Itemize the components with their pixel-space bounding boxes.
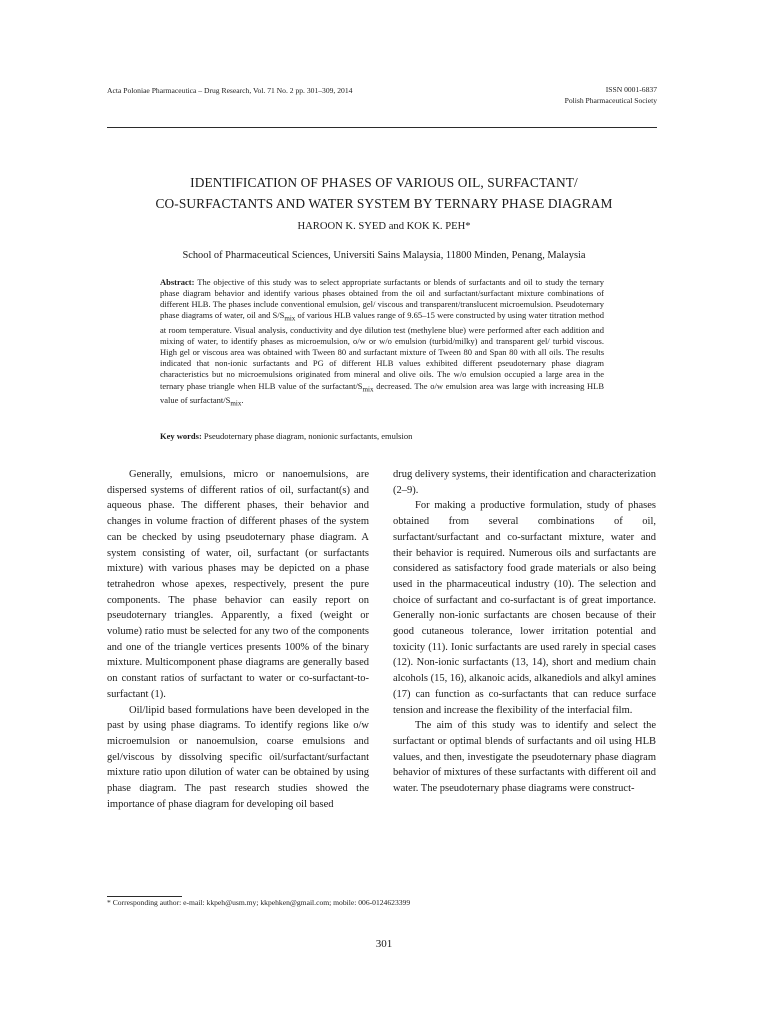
header-rule — [107, 127, 657, 128]
abstract-subscript-1: mix — [284, 314, 296, 323]
body-paragraph: The aim of this study was to identify and select the surfactant or optimal blends of surfactants and oil using HLB values, and then, investigate the pseudoternary phase diagram behavior of mixtures of these surfactants with different oil and water. The pseudoternary phase diagrams were construct- — [393, 720, 656, 795]
body-column-left — [107, 467, 369, 812]
body-column-right — [393, 467, 656, 797]
abstract-label: Abstract: — [160, 277, 195, 287]
affiliation: School of Pharmaceutical Sciences, Universiti Sains Malaysia, 11800 Minden, Penang, Malaysia — [182, 250, 586, 261]
footnote-rule — [107, 896, 182, 897]
author-list — [90, 220, 678, 234]
abstract-subscript-2: mix — [362, 385, 374, 394]
body-paragraph: Generally, emulsions, micro or nanoemulsions, are dispersed systems of different ratios of oil, surfactant(s) and aqueous phase. The different phases, their behavior and changes in volume fraction of different phases of the system can be checked by using pseudoternary phase diagram. A system consisting of water, oil, surfactant (or surfactants mixture) with various phases may be depicted on a phase tetrahedron whose apexes, respectively, present the pure components. The phase behavior can easily report on pseudoternary triangles. Apparently, a fixed (weight or volume) ratio must be selected for any two of the components and one of the triangle vertices presents 100% of the binary mixture. Multicomponent phase diagrams are generally based on constant ratios of surfactant to water or co-surfactant-to-surfactant (1). — [107, 469, 369, 700]
author-1: HAROON K. SYED — [297, 221, 387, 232]
body-paragraph: For making a productive formulation, study of phases obtained from several combinations of oil, surfactant/surfactant and co-surfactant mixture, water and their behavior is required. Numerous oils and surfactants are considered as satisfactory food grade materials or also being used in the pharmaceutical industry (10). The selection and choice of surfactant and co-surfactant is of great importance. Generally non-ionic surfactants are chosen because of their good cutaneous tolerance, lower irritation potential and toxicity (11). Ionic surfactants are used rarely in special cases (12). Non-ionic surfactants (13, 14), short and medium chain alcohols (15, 16), alkanoic acids, alkanediols and alkyl amines (17) can function as co-surfactants that can reduce surface tension and increase the flexibility of the interfacial film. — [393, 500, 656, 716]
abstract-text-1: The objective of this study was to select appropriate surfactants or blends of surfactants and oil to study the ternary phase diagram behavior and identify various phases obtained from the oil and surfactant/surfactant mixture combinations of different HLB. The phases include conventional emulsion, gel/ viscous and transparent/translucent microemulsion. Pseudoternary phase diagrams of water, oil and S/S — [160, 277, 604, 321]
body-paragraph: drug delivery systems, their identification and characterization (2–9). — [393, 469, 656, 496]
body-paragraph: Oil/lipid based formulations have been developed in the past by using phase diagrams. To identify regions like o/w microemulsion or nanoemulsion, coarse emulsions and gel/viscous by dissolving specific oil/surfactant/surfactant mixture ratio upon dilution of water can be obtained by using phase diagram. The past research studies showed the importance of phase diagram for developing oil based — [107, 704, 369, 810]
issn-label: ISSN 0001-6837 — [605, 85, 657, 94]
running-header-right — [565, 84, 657, 106]
author-conjunction: and — [388, 221, 404, 232]
abstract-text-2: of various HLB values range of 9.65–15 were constructed by using water titration method at room temperature. Visual analysis, conductivity and dye dilution test (methylene blue) were performed after each addition and mixing of water, to identify phases as microemulsion, o/w or w/o emulsion (turbid/milky) and transparent gel/ turbid viscous. High gel or viscous area was obtained with Tween 80 and surfactant mixture of Tween 80 and Span 80 with all oils. The results indicated that non-ionic surfactants and PG of different HLB values exhibited different pseudoternary phase diagram characteristics but no microemulsions originated from mineral and olive oils. The w/o emulsion occupied a large area in the ternary phase triangle when HLB value of the surfactant/S — [160, 310, 604, 391]
footnote: * Corresponding author: e-mail: kkpeh@usm.my; kkpehken@gmail.com; mobile: 006-0124623399 — [107, 898, 411, 907]
abstract — [160, 277, 604, 410]
page-number: 301 — [375, 938, 393, 950]
abstract-subscript-3: mix — [230, 400, 242, 408]
keywords-label: Key words: — [160, 431, 202, 441]
society-label: Polish Pharmaceutical Society — [564, 96, 657, 105]
abstract-text-3: decreased. The o/w emulsion area was large with increasing HLB value of surfactant/S — [160, 380, 604, 406]
article-title — [90, 172, 678, 214]
author-2: KOK K. PEH* — [406, 221, 471, 232]
title-line-2: CO-SURFACTANTS AND WATER SYSTEM BY TERNARY PHASE DIAGRAM — [155, 196, 613, 211]
keywords-text: Pseudoternary phase diagram, nonionic surfactants, emulsion — [201, 431, 413, 441]
title-line-1: IDENTIFICATION OF PHASES OF VARIOUS OIL, SURFACTANT/ — [190, 175, 578, 190]
keywords — [160, 431, 604, 442]
running-header-journal: Acta Poloniae Pharmaceutica – Drug Research, Vol. 71 No. 2 pp. 301–309, 2014 — [107, 86, 353, 95]
abstract-text-4: . — [241, 395, 244, 406]
